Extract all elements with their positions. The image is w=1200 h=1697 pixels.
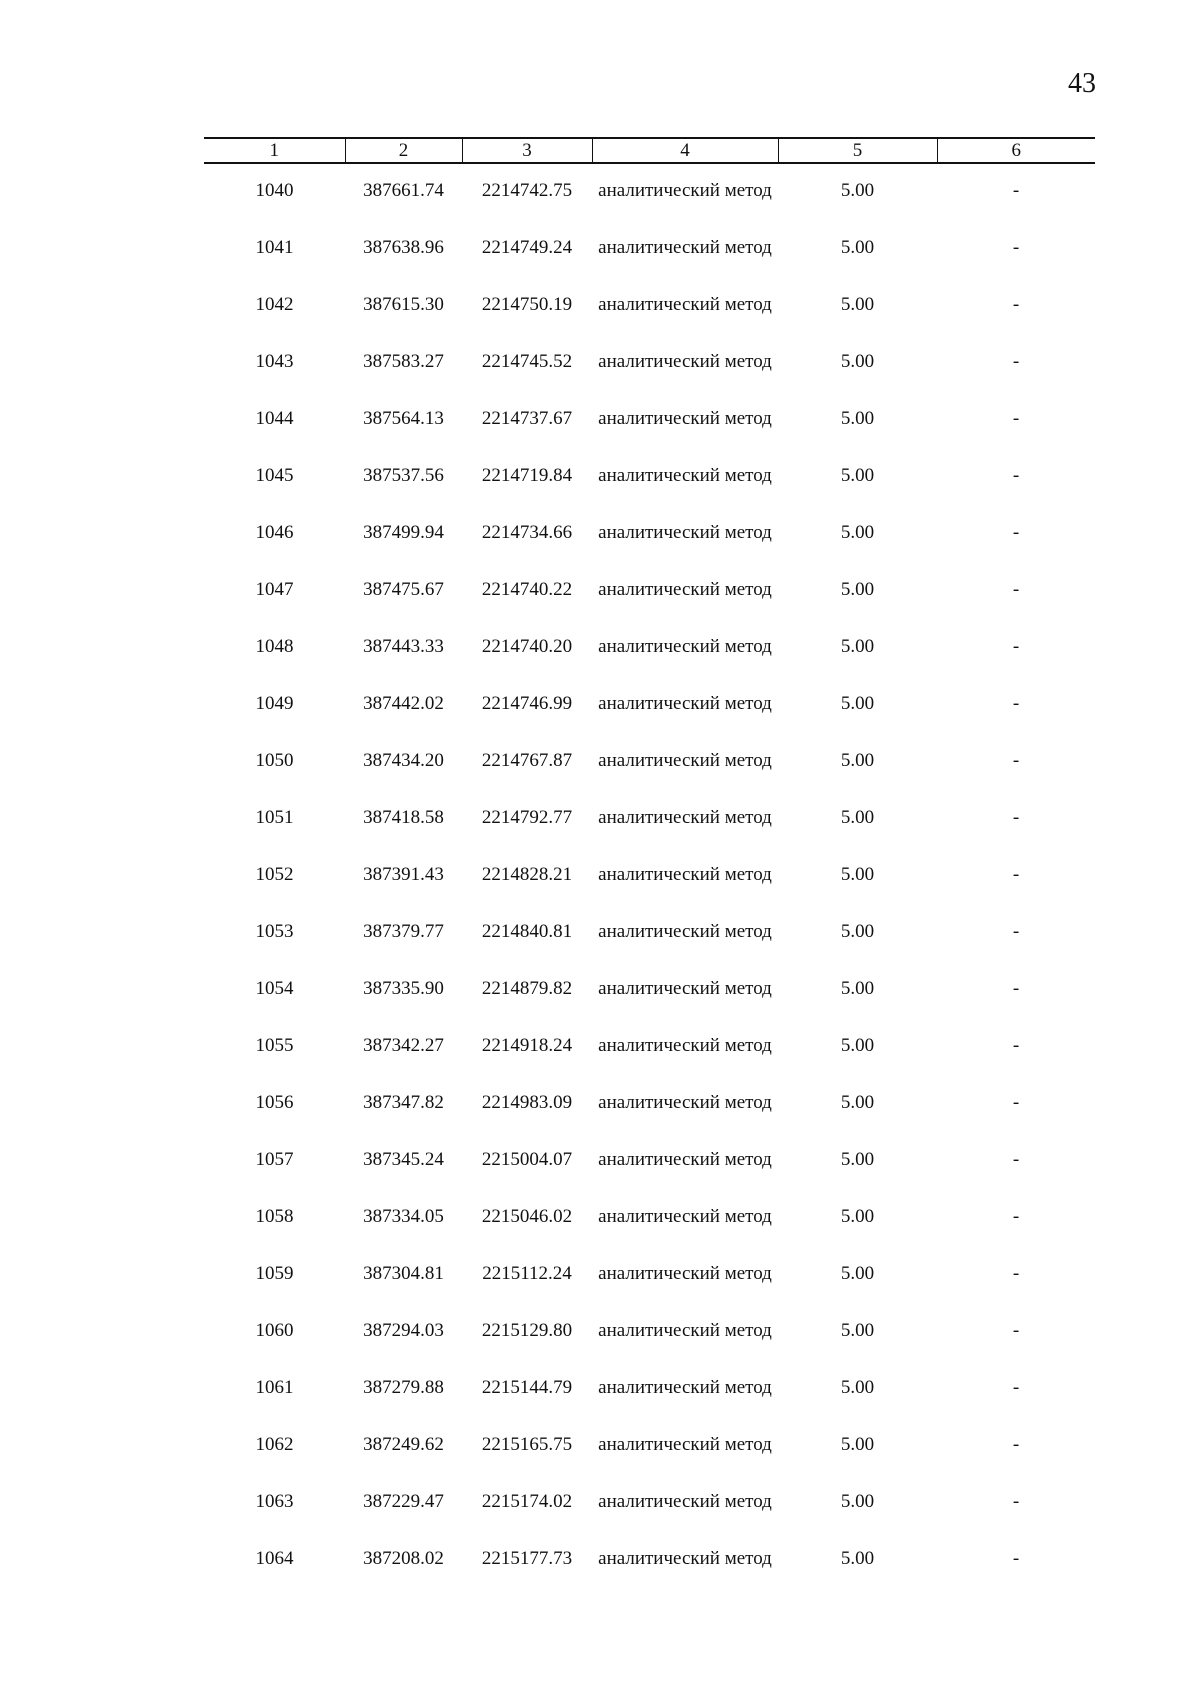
note-cell: -	[1012, 921, 1020, 942]
point-number-cell: 1059	[255, 1263, 294, 1284]
y-coordinate-cell: 2215165.75	[481, 1434, 573, 1455]
x-coordinate-cell: 387442.02	[363, 693, 444, 714]
y-coordinate-cell: 2214742.75	[481, 180, 573, 201]
method-cell: аналитический метод	[598, 1035, 772, 1056]
note-cell: -	[1012, 579, 1020, 600]
point-number-cell: 1052	[255, 864, 294, 885]
point-number-cell: 1044	[255, 408, 294, 429]
table-row	[204, 1319, 1095, 1376]
y-coordinate-cell: 2215046.02	[481, 1206, 573, 1227]
y-coordinate-cell: 2214879.82	[481, 978, 573, 999]
y-coordinate-cell: 2214840.81	[481, 921, 573, 942]
method-cell: аналитический метод	[598, 294, 772, 315]
method-cell: аналитический метод	[598, 522, 772, 543]
method-cell: аналитический метод	[598, 579, 772, 600]
table-header	[204, 138, 1095, 163]
x-coordinate-cell: 387638.96	[363, 237, 444, 258]
x-coordinate-cell: 387615.30	[363, 294, 444, 315]
x-coordinate-cell: 387443.33	[363, 636, 444, 657]
point-number-cell: 1063	[255, 1491, 294, 1512]
accuracy-cell: 5.00	[840, 294, 875, 315]
table-row	[204, 977, 1095, 1034]
point-number-cell: 1062	[255, 1434, 294, 1455]
method-cell: аналитический метод	[598, 351, 772, 372]
x-coordinate-cell: 387294.03	[363, 1320, 444, 1341]
note-cell: -	[1012, 1377, 1020, 1398]
note-cell: -	[1012, 807, 1020, 828]
table-row	[204, 578, 1095, 635]
point-number-cell: 1056	[255, 1092, 294, 1113]
y-coordinate-cell: 2215144.79	[481, 1377, 573, 1398]
method-cell: аналитический метод	[598, 465, 772, 486]
note-cell: -	[1012, 1206, 1020, 1227]
x-coordinate-cell: 387661.74	[363, 180, 444, 201]
y-coordinate-cell: 2214828.21	[481, 864, 573, 885]
table-row	[204, 635, 1095, 692]
accuracy-cell: 5.00	[840, 1377, 875, 1398]
table-row	[204, 521, 1095, 578]
point-number-cell: 1058	[255, 1206, 294, 1227]
y-coordinate-cell: 2214792.77	[481, 807, 573, 828]
accuracy-cell: 5.00	[840, 921, 875, 942]
table-row	[204, 236, 1095, 293]
x-coordinate-cell: 387564.13	[363, 408, 444, 429]
method-cell: аналитический метод	[598, 1206, 772, 1227]
method-cell: аналитический метод	[598, 1320, 772, 1341]
point-number-cell: 1045	[255, 465, 294, 486]
y-coordinate-cell: 2214750.19	[481, 294, 573, 315]
y-coordinate-cell: 2214719.84	[481, 465, 573, 486]
note-cell: -	[1012, 1548, 1020, 1569]
header-cell: 5	[778, 138, 937, 163]
y-coordinate-cell: 2214740.22	[481, 579, 573, 600]
note-cell: -	[1012, 978, 1020, 999]
table-row	[204, 806, 1095, 863]
accuracy-cell: 5.00	[840, 1035, 875, 1056]
y-coordinate-cell: 2214734.66	[481, 522, 573, 543]
accuracy-cell: 5.00	[840, 1491, 875, 1512]
note-cell: -	[1012, 1263, 1020, 1284]
note-cell: -	[1012, 636, 1020, 657]
note-cell: -	[1012, 693, 1020, 714]
table-body	[204, 163, 1095, 1604]
y-coordinate-cell: 2214767.87	[481, 750, 573, 771]
method-cell: аналитический метод	[598, 807, 772, 828]
accuracy-cell: 5.00	[840, 1092, 875, 1113]
table-row	[204, 407, 1095, 464]
note-cell: -	[1012, 237, 1020, 258]
accuracy-cell: 5.00	[840, 693, 875, 714]
note-cell: -	[1012, 864, 1020, 885]
note-cell: -	[1012, 1092, 1020, 1113]
table-row	[204, 692, 1095, 749]
table-row	[204, 1148, 1095, 1205]
point-number-cell: 1049	[255, 693, 294, 714]
x-coordinate-cell: 387345.24	[363, 1149, 444, 1170]
page-number: 43	[1068, 68, 1096, 99]
method-cell: аналитический метод	[598, 636, 772, 657]
table-row	[204, 1262, 1095, 1319]
table-row	[204, 293, 1095, 350]
point-number-cell: 1064	[255, 1548, 294, 1569]
method-cell: аналитический метод	[598, 408, 772, 429]
x-coordinate-cell: 387379.77	[363, 921, 444, 942]
accuracy-cell: 5.00	[840, 465, 875, 486]
header-cell: 6	[937, 138, 1095, 163]
x-coordinate-cell: 387347.82	[363, 1092, 444, 1113]
accuracy-cell: 5.00	[840, 636, 875, 657]
y-coordinate-cell: 2215174.02	[481, 1491, 573, 1512]
y-coordinate-cell: 2214746.99	[481, 693, 573, 714]
method-cell: аналитический метод	[598, 1263, 772, 1284]
point-number-cell: 1042	[255, 294, 294, 315]
point-number-cell: 1047	[255, 579, 294, 600]
x-coordinate-cell: 387249.62	[363, 1434, 444, 1455]
accuracy-cell: 5.00	[840, 807, 875, 828]
x-coordinate-cell: 387418.58	[363, 807, 444, 828]
accuracy-cell: 5.00	[840, 1548, 875, 1569]
point-number-cell: 1048	[255, 636, 294, 657]
note-cell: -	[1012, 1035, 1020, 1056]
header-cell: 2	[345, 138, 462, 163]
table-row	[204, 1433, 1095, 1490]
note-cell: -	[1012, 408, 1020, 429]
accuracy-cell: 5.00	[840, 237, 875, 258]
table-row	[204, 920, 1095, 977]
note-cell: -	[1012, 1320, 1020, 1341]
method-cell: аналитический метод	[598, 693, 772, 714]
x-coordinate-cell: 387342.27	[363, 1035, 444, 1056]
table-row	[204, 1034, 1095, 1091]
point-number-cell: 1053	[255, 921, 294, 942]
point-number-cell: 1061	[255, 1377, 294, 1398]
x-coordinate-cell: 387335.90	[363, 978, 444, 999]
note-cell: -	[1012, 180, 1020, 201]
table-row	[204, 350, 1095, 407]
x-coordinate-cell: 387334.05	[363, 1206, 444, 1227]
table-row	[204, 1091, 1095, 1148]
method-cell: аналитический метод	[598, 1377, 772, 1398]
table-row	[204, 464, 1095, 521]
accuracy-cell: 5.00	[840, 750, 875, 771]
x-coordinate-cell: 387537.56	[363, 465, 444, 486]
method-cell: аналитический метод	[598, 978, 772, 999]
y-coordinate-cell: 2215177.73	[481, 1548, 573, 1569]
x-coordinate-cell: 387304.81	[363, 1263, 444, 1284]
accuracy-cell: 5.00	[840, 1206, 875, 1227]
coordinates-table	[204, 137, 1095, 1604]
note-cell: -	[1012, 522, 1020, 543]
point-number-cell: 1060	[255, 1320, 294, 1341]
method-cell: аналитический метод	[598, 180, 772, 201]
y-coordinate-cell: 2214740.20	[481, 636, 573, 657]
accuracy-cell: 5.00	[840, 978, 875, 999]
y-coordinate-cell: 2214983.09	[481, 1092, 573, 1113]
note-cell: -	[1012, 294, 1020, 315]
accuracy-cell: 5.00	[840, 522, 875, 543]
x-coordinate-cell: 387475.67	[363, 579, 444, 600]
method-cell: аналитический метод	[598, 1491, 772, 1512]
accuracy-cell: 5.00	[840, 1320, 875, 1341]
point-number-cell: 1041	[255, 237, 294, 258]
x-coordinate-cell: 387208.02	[363, 1548, 444, 1569]
table-row	[204, 1490, 1095, 1547]
x-coordinate-cell: 387229.47	[363, 1491, 444, 1512]
method-cell: аналитический метод	[598, 1434, 772, 1455]
point-number-cell: 1054	[255, 978, 294, 999]
method-cell: аналитический метод	[598, 237, 772, 258]
y-coordinate-cell: 2214737.67	[481, 408, 573, 429]
note-cell: -	[1012, 750, 1020, 771]
table-row	[204, 749, 1095, 806]
accuracy-cell: 5.00	[840, 180, 875, 201]
header-cell: 1	[204, 138, 345, 163]
point-number-cell: 1046	[255, 522, 294, 543]
method-cell: аналитический метод	[598, 1548, 772, 1569]
table-row	[204, 1376, 1095, 1433]
header-cell: 3	[462, 138, 592, 163]
table-row	[204, 1205, 1095, 1262]
table-row	[204, 163, 1095, 236]
accuracy-cell: 5.00	[840, 408, 875, 429]
accuracy-cell: 5.00	[840, 579, 875, 600]
note-cell: -	[1012, 1434, 1020, 1455]
method-cell: аналитический метод	[598, 1092, 772, 1113]
accuracy-cell: 5.00	[840, 1263, 875, 1284]
table-row	[204, 863, 1095, 920]
accuracy-cell: 5.00	[840, 1434, 875, 1455]
header-row	[204, 138, 1095, 163]
x-coordinate-cell: 387499.94	[363, 522, 444, 543]
y-coordinate-cell: 2214745.52	[481, 351, 573, 372]
x-coordinate-cell: 387583.27	[363, 351, 444, 372]
point-number-cell: 1040	[255, 180, 294, 201]
method-cell: аналитический метод	[598, 864, 772, 885]
point-number-cell: 1057	[255, 1149, 294, 1170]
y-coordinate-cell: 2215004.07	[481, 1149, 573, 1170]
x-coordinate-cell: 387391.43	[363, 864, 444, 885]
header-cell: 4	[592, 138, 778, 163]
table-row	[204, 1547, 1095, 1604]
x-coordinate-cell: 387434.20	[363, 750, 444, 771]
accuracy-cell: 5.00	[840, 864, 875, 885]
accuracy-cell: 5.00	[840, 351, 875, 372]
y-coordinate-cell: 2214918.24	[481, 1035, 573, 1056]
point-number-cell: 1043	[255, 351, 294, 372]
accuracy-cell: 5.00	[840, 1149, 875, 1170]
method-cell: аналитический метод	[598, 1149, 772, 1170]
method-cell: аналитический метод	[598, 921, 772, 942]
note-cell: -	[1012, 351, 1020, 372]
x-coordinate-cell: 387279.88	[363, 1377, 444, 1398]
method-cell: аналитический метод	[598, 750, 772, 771]
y-coordinate-cell: 2215129.80	[481, 1320, 573, 1341]
note-cell: -	[1012, 1149, 1020, 1170]
point-number-cell: 1050	[255, 750, 294, 771]
y-coordinate-cell: 2214749.24	[481, 237, 573, 258]
note-cell: -	[1012, 1491, 1020, 1512]
note-cell: -	[1012, 465, 1020, 486]
y-coordinate-cell: 2215112.24	[482, 1263, 572, 1284]
point-number-cell: 1055	[255, 1035, 294, 1056]
point-number-cell: 1051	[255, 807, 294, 828]
